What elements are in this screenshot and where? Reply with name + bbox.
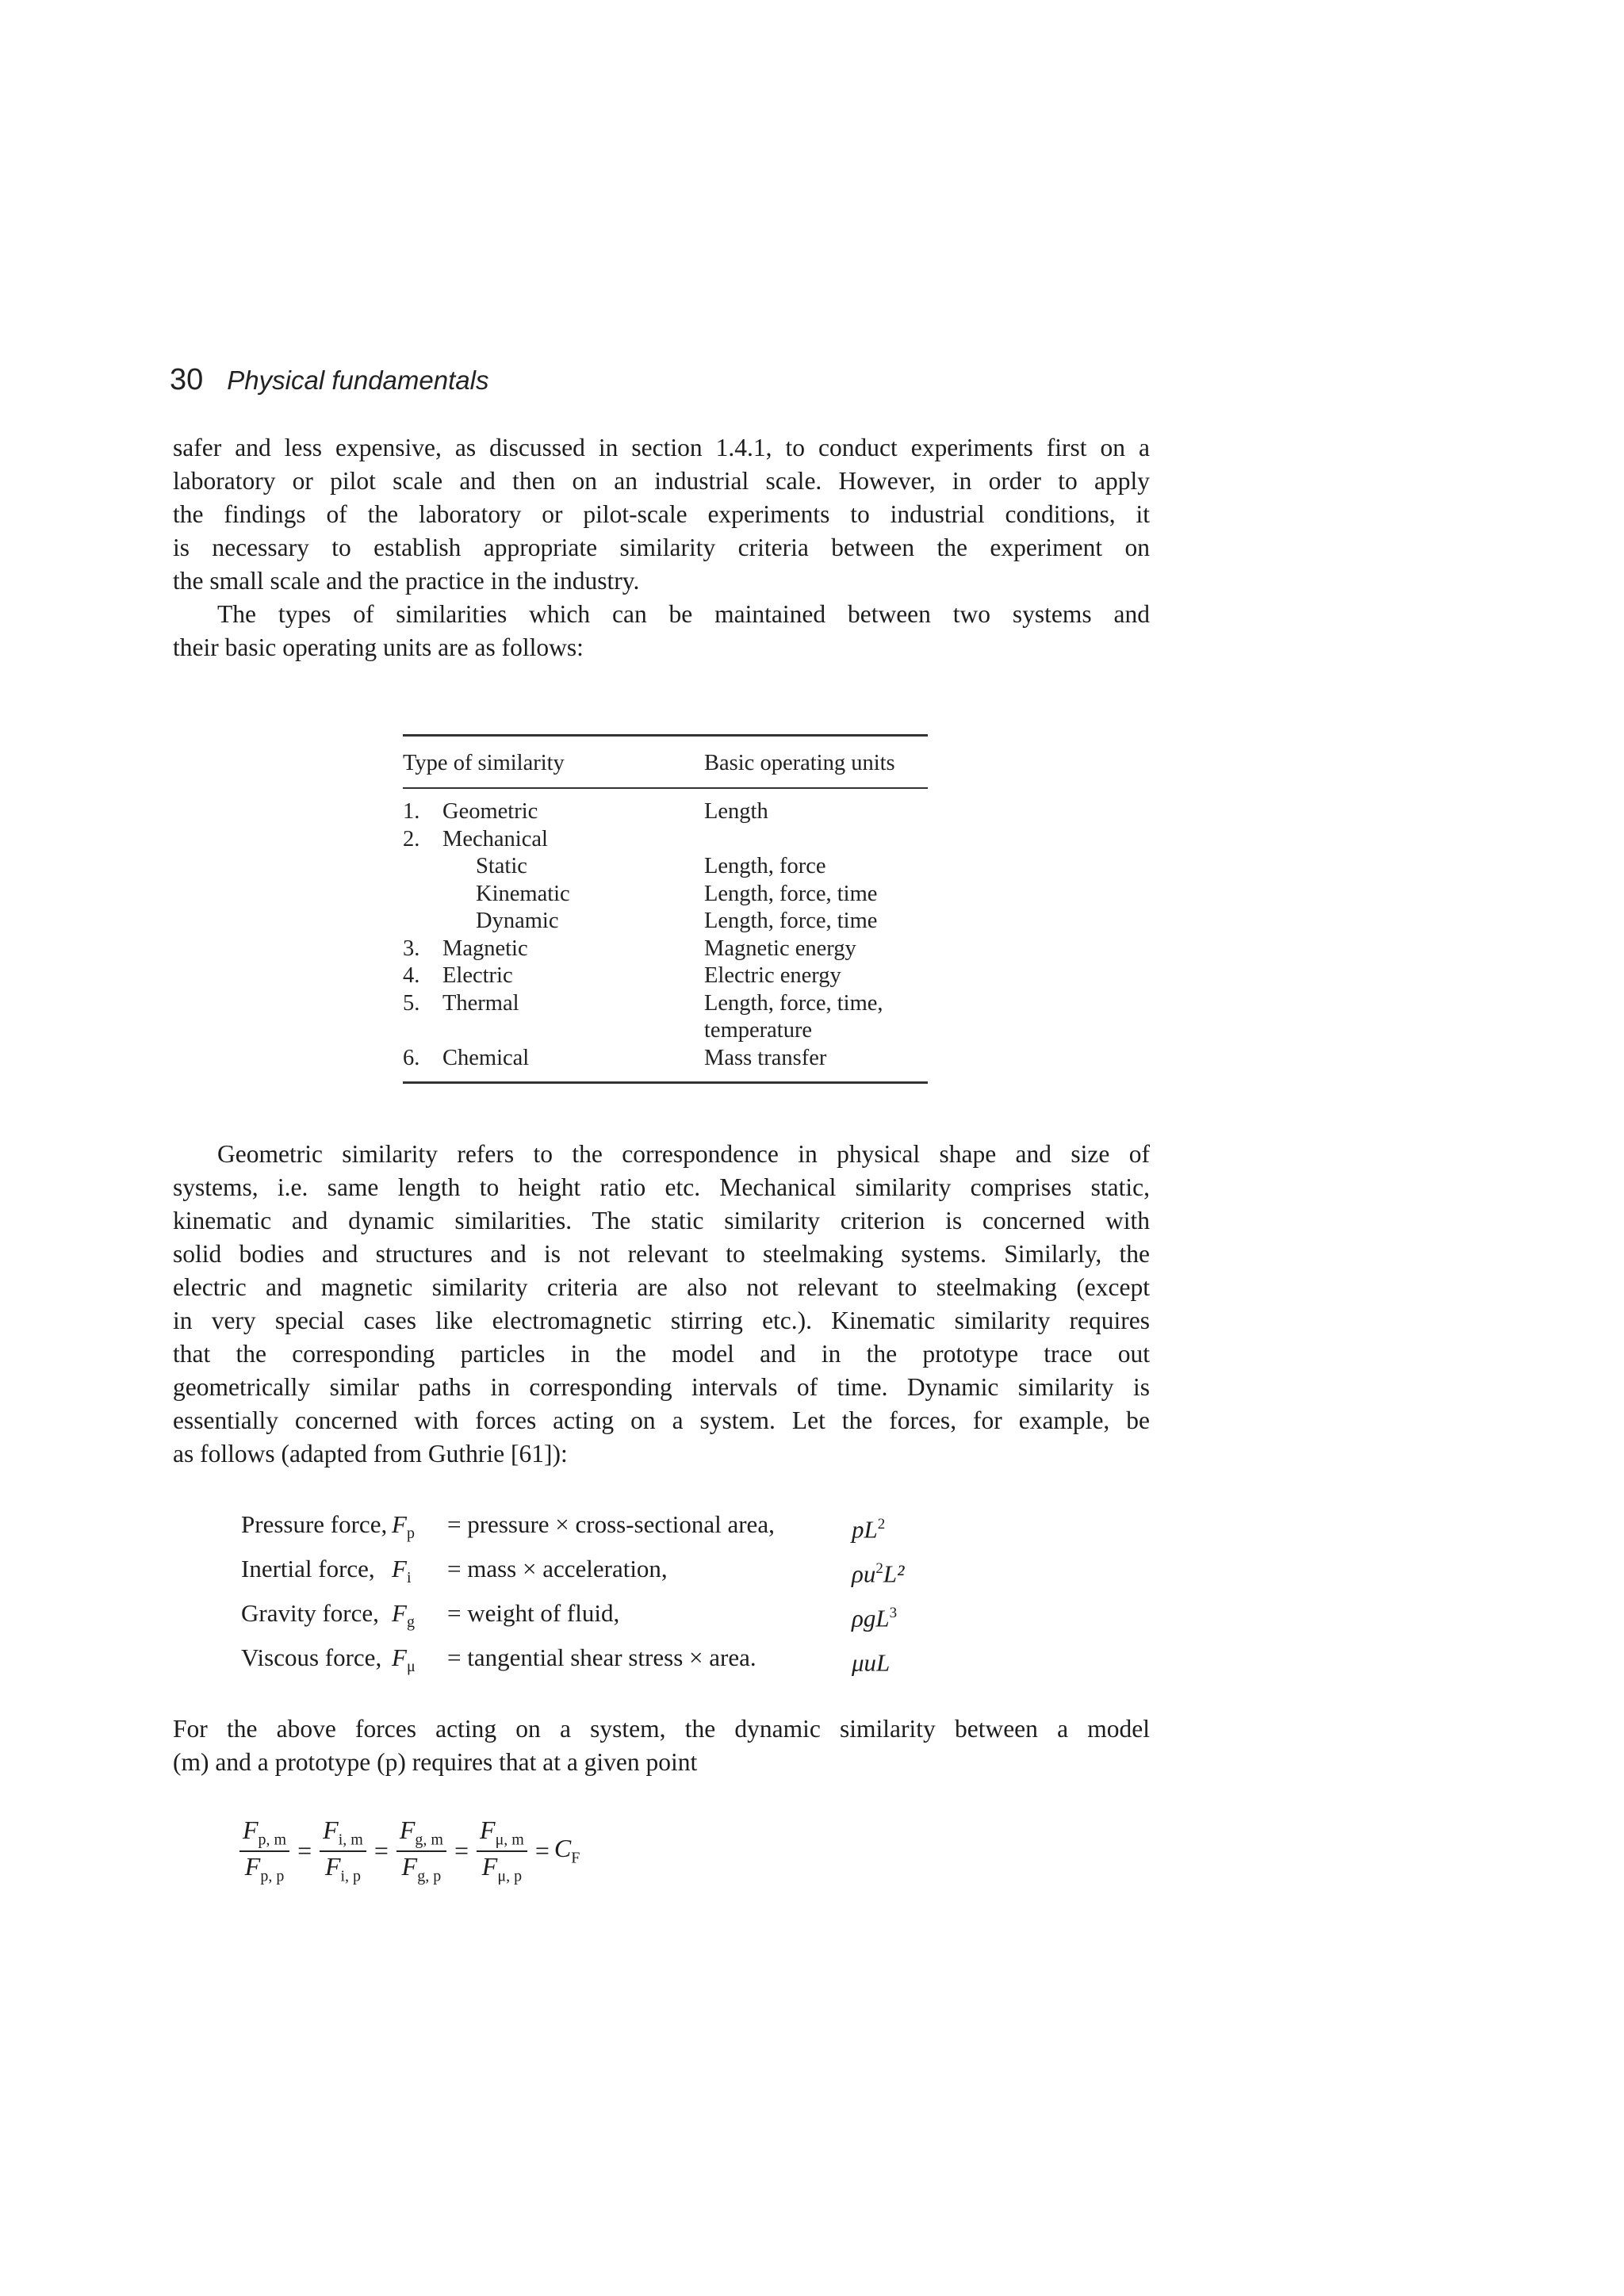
table-row (403, 962, 928, 990)
similarity-type: Chemical (442, 1045, 530, 1070)
running-title: Physical fundamentals (227, 365, 489, 395)
force-name: Pressure force, (241, 1510, 388, 1538)
operating-units: Length, force, time, (704, 990, 883, 1016)
table-row (403, 1017, 928, 1045)
operating-units: temperature (704, 1018, 813, 1043)
ratio-inertial: $\frac{F_{i, m}}{F_{i, p}}$ (320, 1816, 366, 1886)
ratio-pressure: $\frac{F_{p, m}}{F_{p, p}}$ (239, 1816, 289, 1886)
text-line: Geometric similarity refers to the correspondence in physical shape and size of (217, 1140, 1150, 1168)
force-row (241, 1502, 904, 1547)
text-line: For the above forces acting on a system, the dynamic similarity between a model (173, 1715, 1150, 1743)
table-row (403, 908, 928, 936)
similarity-type: Thermal (442, 990, 519, 1016)
force-definitions (241, 1502, 904, 1680)
table-row (403, 990, 928, 1018)
text-line: geometrically similar paths in corresponding intervals of time. Dynamic similarity is (173, 1373, 1150, 1401)
paragraph-intro (173, 431, 1150, 664)
text-line: that the corresponding particles in the model and in the prototype trace out (173, 1340, 1150, 1368)
similarity-type: Mechanical (442, 826, 548, 851)
text-line: safer and less expensive, as discussed in section 1.4.1, to conduct experiments first on a (173, 434, 1150, 461)
operating-units: Mass transfer (704, 1045, 827, 1070)
text-line: laboratory or pilot scale and then on an industrial scale. However, in order to apply (173, 467, 1150, 495)
force-row (241, 1591, 904, 1636)
text-line: systems, i.e. same length to height ratio etc. Mechanical similarity comprises static, (173, 1173, 1150, 1201)
force-definition: = mass × acceleration, (447, 1555, 668, 1582)
force-symbol: $F_g$ (392, 1599, 415, 1632)
operating-units: Length, force (704, 854, 826, 878)
force-row (241, 1636, 904, 1680)
row-number: 5. (403, 990, 420, 1016)
row-number (403, 1017, 442, 1045)
column-header-type: Type of similarity (403, 751, 565, 775)
paragraph-similarity (173, 1138, 1150, 1471)
table-row (403, 1045, 928, 1073)
ratio-viscous: $\frac{F_{\mu, m}}{F_{\mu, p}}$ (477, 1816, 527, 1886)
force-definition: = tangential shear stress × area. (447, 1644, 756, 1671)
running-header (170, 363, 488, 411)
force-symbol: $F_p$ (392, 1510, 415, 1543)
force-name: Gravity force, (241, 1599, 379, 1627)
row-number: 6. (403, 1045, 420, 1070)
similarity-type: Kinematic (476, 881, 570, 906)
force-name: Inertial force, (241, 1555, 375, 1582)
force-definition: = weight of fluid, (447, 1599, 620, 1627)
operating-units: Electric energy (704, 963, 841, 988)
text-line: the findings of the laboratory or pilot-scale experiments to industrial conditions, it (173, 500, 1150, 528)
row-number: 3. (403, 936, 420, 961)
force-dimension: μuL (852, 1648, 891, 1677)
page-number: 30 (170, 363, 204, 396)
similarity-type: Electric (442, 963, 513, 988)
text-line: the small scale and the practice in the industry. (173, 567, 640, 595)
row-number: 4. (403, 963, 420, 988)
text-line: solid bodies and structures and is not relevant to steelmaking systems. Similarly, the (173, 1240, 1150, 1268)
text-line: in very special cases like electromagnetic stirring etc.). Kinematic similarity requires (173, 1307, 1150, 1334)
text-line: (m) and a prototype (p) requires that at a given point (173, 1748, 698, 1776)
row-number (403, 908, 442, 936)
row-number (403, 853, 442, 881)
equals-sign: = (373, 1835, 389, 1865)
force-definition: = pressure × cross-sectional area, (447, 1510, 775, 1538)
similarity-type: Dynamic (476, 909, 559, 933)
row-number (403, 881, 442, 909)
text-line: essentially concerned with forces acting on a system. Let the forces, for example, be (173, 1406, 1150, 1434)
text-line: as follows (adapted from Guthrie [61]): (173, 1440, 568, 1468)
table-header-row (403, 737, 928, 789)
force-row (241, 1547, 904, 1591)
force-dimension: $pL^2$ (852, 1515, 886, 1544)
equals-sign: = (297, 1835, 312, 1865)
force-ratio-constant: $C_F$ (553, 1834, 580, 1867)
text-line: their basic operating units are as follows: (173, 633, 584, 661)
column-header-units: Basic operating units (704, 751, 895, 775)
similarity-type (442, 1017, 704, 1045)
similarity-type: Static (476, 854, 527, 878)
force-name: Viscous force, (241, 1644, 382, 1671)
operating-units: Length, force, time (704, 881, 878, 906)
operating-units: Magnetic energy (704, 936, 856, 961)
text-line: is necessary to establish appropriate similarity criteria between the experiment on (173, 534, 1150, 561)
force-dimension: ρgL$^3$ (852, 1604, 898, 1632)
table-row (403, 798, 928, 826)
equals-sign: = (534, 1835, 550, 1865)
force-symbol: $F_i$ (392, 1555, 412, 1587)
table-row (403, 826, 928, 854)
row-number: 2. (403, 826, 420, 851)
operating-units: Length (704, 799, 768, 824)
paragraph-dynamic (173, 1712, 1150, 1779)
text-line: electric and magnetic similarity criteria are also not relevant to steelmaking (except (173, 1273, 1150, 1301)
text-line: The types of similarities which can be maintained between two systems and (217, 600, 1150, 628)
similarity-equation (236, 1816, 580, 1886)
table-body (403, 789, 928, 1081)
ratio-gravity: $\frac{F_{g, m}}{F_{g, p}}$ (396, 1816, 446, 1886)
similarity-table (403, 734, 928, 1084)
table-row (403, 936, 928, 963)
force-dimension: $\rho u^2L^2$ (852, 1559, 905, 1588)
force-symbol: $F_\mu$ (392, 1644, 416, 1676)
table-row (403, 881, 928, 909)
table-row (403, 853, 928, 881)
text-line: kinematic and dynamic similarities. The static similarity criterion is concerned with (173, 1207, 1150, 1234)
operating-units (704, 826, 928, 854)
equals-sign: = (454, 1835, 469, 1865)
operating-units: Length, force, time (704, 909, 878, 933)
similarity-type: Magnetic (442, 936, 528, 961)
row-number: 1. (403, 799, 420, 824)
similarity-type: Geometric (442, 799, 538, 824)
